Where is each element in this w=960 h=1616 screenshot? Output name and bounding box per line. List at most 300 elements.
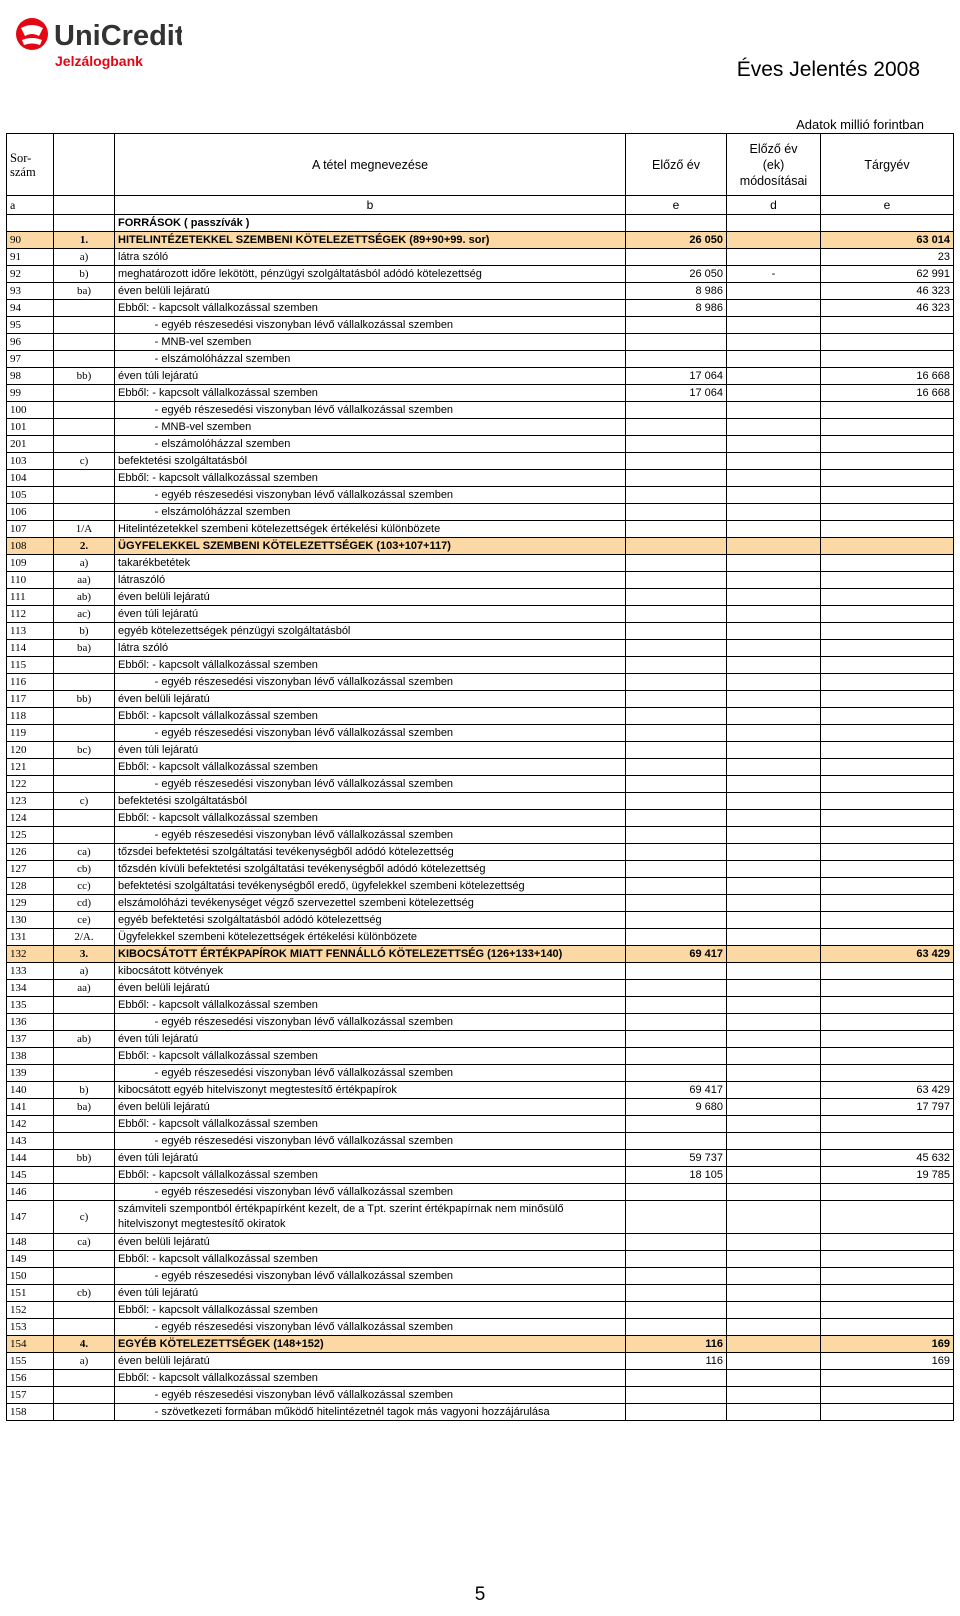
row-previous-year: 26 050 <box>626 266 727 283</box>
table-row <box>7 317 954 334</box>
row-current-year: 16 668 <box>821 385 954 402</box>
row-current-year <box>821 606 954 623</box>
row-current-year <box>821 827 954 844</box>
table-row <box>7 1116 954 1133</box>
row-modification <box>727 504 821 521</box>
row-current-year: 169 <box>821 1336 954 1353</box>
row-label: Ebből: - kapcsolt vállalkozással szemben <box>115 1167 626 1184</box>
row-modification <box>727 1167 821 1184</box>
row-previous-year: 116 <box>626 1353 727 1370</box>
row-current-year <box>821 572 954 589</box>
row-current-year: 23 <box>821 249 954 266</box>
row-current-year <box>821 725 954 742</box>
row-number: 143 <box>7 1133 54 1150</box>
row-modification <box>727 453 821 470</box>
row-previous-year <box>626 1319 727 1336</box>
header-modifications: Előző év (ek) módosításai <box>727 134 821 196</box>
table-row <box>7 895 954 912</box>
row-subindex: ba) <box>54 283 115 300</box>
row-current-year <box>821 1133 954 1150</box>
row-current-year <box>821 793 954 810</box>
row-subindex <box>54 385 115 402</box>
table-row <box>7 742 954 759</box>
row-previous-year <box>626 504 727 521</box>
table-row <box>7 810 954 827</box>
row-label: - egyéb részesedési viszonyban lévő vállalkozással szemben <box>115 1014 626 1031</box>
row-previous-year <box>626 589 727 606</box>
table-row <box>7 249 954 266</box>
row-previous-year <box>626 1268 727 1285</box>
units-note: Adatok millió forintban <box>796 117 924 132</box>
row-subindex <box>54 419 115 436</box>
row-current-year <box>821 436 954 453</box>
row-number: 91 <box>7 249 54 266</box>
row-number: 156 <box>7 1370 54 1387</box>
table-row <box>7 1082 954 1099</box>
row-previous-year <box>626 606 727 623</box>
row-modification <box>727 300 821 317</box>
row-subindex: ca) <box>54 1234 115 1251</box>
row-modification <box>727 623 821 640</box>
table-row <box>7 623 954 640</box>
liabilities-table <box>6 133 954 1421</box>
row-label: kibocsátott kötvények <box>115 963 626 980</box>
table-row <box>7 1319 954 1336</box>
row-number: 90 <box>7 232 54 249</box>
table-row <box>7 232 954 249</box>
row-number: 121 <box>7 759 54 776</box>
row-previous-year <box>626 776 727 793</box>
row-modification <box>727 1014 821 1031</box>
table-row <box>7 827 954 844</box>
row-previous-year: 8 986 <box>626 300 727 317</box>
row-label: Ebből: - kapcsolt vállalkozással szemben <box>115 1251 626 1268</box>
row-number: 131 <box>7 929 54 946</box>
row-current-year <box>821 1302 954 1319</box>
row-previous-year <box>626 1133 727 1150</box>
row-previous-year <box>626 674 727 691</box>
row-modification <box>727 1251 821 1268</box>
row-modification <box>727 232 821 249</box>
table-row <box>7 487 954 504</box>
row-previous-year <box>626 912 727 929</box>
table-row <box>7 351 954 368</box>
row-current-year <box>821 1184 954 1201</box>
row-label: egyéb befektetési szolgáltatásból adódó kötelezettség <box>115 912 626 929</box>
row-current-year: 62 991 <box>821 266 954 283</box>
row-modification <box>727 1201 821 1234</box>
row-label: - elszámolóházzal szemben <box>115 351 626 368</box>
row-subindex <box>54 827 115 844</box>
row-modification <box>727 1116 821 1133</box>
row-subindex <box>54 1167 115 1184</box>
row-subindex: bb) <box>54 1150 115 1167</box>
row-previous-year <box>626 861 727 878</box>
table-row <box>7 606 954 623</box>
row-current-year <box>821 742 954 759</box>
row-subindex <box>54 1184 115 1201</box>
row-label: látraszóló <box>115 572 626 589</box>
row-subindex: c) <box>54 453 115 470</box>
table-row <box>7 1031 954 1048</box>
page-number: 5 <box>474 1584 486 1605</box>
row-number: 104 <box>7 470 54 487</box>
row-previous-year <box>626 521 727 538</box>
table-row <box>7 555 954 572</box>
row-current-year <box>821 589 954 606</box>
row-modification <box>727 1404 821 1421</box>
row-current-year <box>821 215 954 232</box>
row-subindex: a) <box>54 963 115 980</box>
row-number: 127 <box>7 861 54 878</box>
row-number: 116 <box>7 674 54 691</box>
row-modification <box>727 1065 821 1082</box>
table-row <box>7 1099 954 1116</box>
header-previous-year: Előző év <box>626 134 727 196</box>
row-subindex <box>54 1116 115 1133</box>
row-label: éven belüli lejáratú <box>115 691 626 708</box>
row-label: KIBOCSÁTOTT ÉRTÉKPAPÍROK MIATT FENNÁLLÓ KÖTELEZETTSÉG (126+133+140) <box>115 946 626 963</box>
row-previous-year: 18 105 <box>626 1167 727 1184</box>
row-previous-year <box>626 351 727 368</box>
row-previous-year <box>626 1065 727 1082</box>
row-modification <box>727 1048 821 1065</box>
table-row <box>7 521 954 538</box>
row-number: 135 <box>7 997 54 1014</box>
row-label: - egyéb részesedési viszonyban lévő vállalkozással szemben <box>115 402 626 419</box>
row-previous-year <box>626 1302 727 1319</box>
row-label: éven belüli lejáratú <box>115 1353 626 1370</box>
row-number: 150 <box>7 1268 54 1285</box>
row-number <box>7 215 54 232</box>
row-number: 123 <box>7 793 54 810</box>
row-modification: - <box>727 266 821 283</box>
row-previous-year <box>626 1370 727 1387</box>
row-label: - egyéb részesedési viszonyban lévő vállalkozással szemben <box>115 317 626 334</box>
row-label: befektetési szolgáltatási tevékenységből eredő, ügyfelekkel szembeni kötelezettség <box>115 878 626 895</box>
row-current-year <box>821 487 954 504</box>
row-subindex <box>54 1065 115 1082</box>
table-row <box>7 691 954 708</box>
row-label: - egyéb részesedési viszonyban lévő vállalkozással szemben <box>115 1268 626 1285</box>
row-number: 153 <box>7 1319 54 1336</box>
row-number: 118 <box>7 708 54 725</box>
row-current-year: 46 323 <box>821 283 954 300</box>
row-subindex: c) <box>54 1201 115 1234</box>
row-label: Hitelintézetekkel szembeni kötelezettségek értékelési különbözete <box>115 521 626 538</box>
table-row <box>7 504 954 521</box>
row-current-year <box>821 334 954 351</box>
row-current-year <box>821 657 954 674</box>
row-previous-year: 17 064 <box>626 385 727 402</box>
row-current-year: 169 <box>821 1353 954 1370</box>
row-current-year <box>821 1251 954 1268</box>
row-subindex <box>54 1387 115 1404</box>
row-previous-year <box>626 1201 727 1234</box>
row-label: elszámolóházi tevékenységet végző szervezettel szembeni kötelezettség <box>115 895 626 912</box>
row-previous-year: 69 417 <box>626 1082 727 1099</box>
row-label: éven belüli lejáratú <box>115 589 626 606</box>
letter-empty <box>54 196 115 215</box>
row-label: Ebből: - kapcsolt vállalkozással szemben <box>115 1302 626 1319</box>
row-subindex <box>54 1268 115 1285</box>
row-label: éven belüli lejáratú <box>115 283 626 300</box>
row-number: 122 <box>7 776 54 793</box>
table-row <box>7 861 954 878</box>
table-row <box>7 1048 954 1065</box>
table-row <box>7 929 954 946</box>
row-number: 107 <box>7 521 54 538</box>
row-current-year <box>821 555 954 572</box>
row-subindex: a) <box>54 249 115 266</box>
row-subindex: 4. <box>54 1336 115 1353</box>
row-current-year <box>821 844 954 861</box>
row-previous-year <box>626 402 727 419</box>
row-previous-year: 17 064 <box>626 368 727 385</box>
row-previous-year <box>626 1234 727 1251</box>
row-current-year <box>821 1014 954 1031</box>
table-row <box>7 776 954 793</box>
row-label: Ebből: - kapcsolt vállalkozással szemben <box>115 1048 626 1065</box>
row-subindex: a) <box>54 555 115 572</box>
row-number: 117 <box>7 691 54 708</box>
row-modification <box>727 555 821 572</box>
row-number: 99 <box>7 385 54 402</box>
row-modification <box>727 249 821 266</box>
row-number: 100 <box>7 402 54 419</box>
row-label: Ebből: - kapcsolt vállalkozással szemben <box>115 470 626 487</box>
row-subindex <box>54 1014 115 1031</box>
row-number: 110 <box>7 572 54 589</box>
row-label: - elszámolóházzal szemben <box>115 436 626 453</box>
row-previous-year <box>626 878 727 895</box>
row-previous-year <box>626 1387 727 1404</box>
row-label: éven túli lejáratú <box>115 1031 626 1048</box>
row-number: 158 <box>7 1404 54 1421</box>
row-current-year <box>821 929 954 946</box>
row-previous-year <box>626 691 727 708</box>
row-label: éven belüli lejáratú <box>115 980 626 997</box>
row-subindex <box>54 725 115 742</box>
row-modification <box>727 742 821 759</box>
row-current-year <box>821 997 954 1014</box>
row-number: 141 <box>7 1099 54 1116</box>
row-modification <box>727 1319 821 1336</box>
row-previous-year <box>626 1014 727 1031</box>
row-previous-year: 116 <box>626 1336 727 1353</box>
row-label: - egyéb részesedési viszonyban lévő vállalkozással szemben <box>115 1065 626 1082</box>
row-current-year <box>821 623 954 640</box>
table-row <box>7 283 954 300</box>
row-number: 155 <box>7 1353 54 1370</box>
row-subindex <box>54 997 115 1014</box>
row-previous-year <box>626 1184 727 1201</box>
row-modification <box>727 215 821 232</box>
row-number: 151 <box>7 1285 54 1302</box>
row-number: 97 <box>7 351 54 368</box>
row-subindex <box>54 1133 115 1150</box>
row-current-year: 63 429 <box>821 1082 954 1099</box>
row-previous-year <box>626 657 727 674</box>
row-modification <box>727 980 821 997</box>
table-row <box>7 1065 954 1082</box>
row-label: FORRÁSOK ( passzívák ) <box>115 215 626 232</box>
row-modification <box>727 538 821 555</box>
row-subindex: bb) <box>54 368 115 385</box>
row-modification <box>727 1336 821 1353</box>
row-current-year: 63 014 <box>821 232 954 249</box>
row-subindex <box>54 1251 115 1268</box>
row-current-year <box>821 878 954 895</box>
header-row-number: Sor- szám <box>7 134 54 196</box>
row-label: Ügyfelekkel szembeni kötelezettségek értékelési különbözete <box>115 929 626 946</box>
row-number: 98 <box>7 368 54 385</box>
row-label: éven túli lejáratú <box>115 1150 626 1167</box>
table-row <box>7 946 954 963</box>
row-current-year <box>821 1387 954 1404</box>
row-label: Ebből: - kapcsolt vállalkozással szemben <box>115 1370 626 1387</box>
row-subindex <box>54 402 115 419</box>
row-label: - egyéb részesedési viszonyban lévő vállalkozással szemben <box>115 1133 626 1150</box>
row-number: 128 <box>7 878 54 895</box>
table-row <box>7 1234 954 1251</box>
row-number: 152 <box>7 1302 54 1319</box>
row-label: befektetési szolgáltatásból <box>115 793 626 810</box>
table-row <box>7 1302 954 1319</box>
row-modification <box>727 589 821 606</box>
row-label: látra szóló <box>115 249 626 266</box>
row-subindex: 1. <box>54 232 115 249</box>
row-number: 96 <box>7 334 54 351</box>
row-number: 132 <box>7 946 54 963</box>
row-previous-year <box>626 742 727 759</box>
row-number: 146 <box>7 1184 54 1201</box>
table-row <box>7 538 954 555</box>
row-subindex: b) <box>54 623 115 640</box>
row-number: 154 <box>7 1336 54 1353</box>
row-label: - egyéb részesedési viszonyban lévő vállalkozással szemben <box>115 725 626 742</box>
row-modification <box>727 572 821 589</box>
row-current-year <box>821 1285 954 1302</box>
row-number: 157 <box>7 1387 54 1404</box>
row-previous-year <box>626 1048 727 1065</box>
row-number: 139 <box>7 1065 54 1082</box>
table-row <box>7 1184 954 1201</box>
row-modification <box>727 878 821 895</box>
row-current-year: 46 323 <box>821 300 954 317</box>
row-label: - egyéb részesedési viszonyban lévő vállalkozással szemben <box>115 827 626 844</box>
row-modification <box>727 691 821 708</box>
row-modification <box>727 1133 821 1150</box>
row-modification <box>727 368 821 385</box>
row-previous-year <box>626 249 727 266</box>
row-subindex <box>54 470 115 487</box>
row-subindex <box>54 776 115 793</box>
row-current-year: 19 785 <box>821 1167 954 1184</box>
row-current-year: 63 429 <box>821 946 954 963</box>
row-modification <box>727 1234 821 1251</box>
row-label: egyéb kötelezettségek pénzügyi szolgáltatásból <box>115 623 626 640</box>
table-row <box>7 759 954 776</box>
row-number: 120 <box>7 742 54 759</box>
row-label: számviteli szempontból értékpapírként kezelt, de a Tpt. szerint értékpapírnak nem minősülő hitelviszonyt megtestesítő okiratok <box>115 1201 626 1234</box>
row-subindex: 1/A <box>54 521 115 538</box>
table-row <box>7 1370 954 1387</box>
row-label: HITELINTÉZETEKKEL SZEMBENI KÖTELEZETTSÉGEK (89+90+99. sor) <box>115 232 626 249</box>
row-modification <box>727 708 821 725</box>
table-row <box>7 589 954 606</box>
table-row <box>7 1150 954 1167</box>
row-number: 134 <box>7 980 54 997</box>
row-current-year <box>821 521 954 538</box>
row-number: 115 <box>7 657 54 674</box>
table-row <box>7 1404 954 1421</box>
row-label: éven túli lejáratú <box>115 606 626 623</box>
row-number: 119 <box>7 725 54 742</box>
row-previous-year: 9 680 <box>626 1099 727 1116</box>
table-row <box>7 657 954 674</box>
row-current-year <box>821 1201 954 1234</box>
row-label: Ebből: - kapcsolt vállalkozással szemben <box>115 300 626 317</box>
row-previous-year <box>626 640 727 657</box>
row-previous-year <box>626 725 727 742</box>
row-label: - elszámolóházzal szemben <box>115 504 626 521</box>
row-subindex: ab) <box>54 589 115 606</box>
row-modification <box>727 436 821 453</box>
header-current-year: Tárgyév <box>821 134 954 196</box>
row-label: takarékbetétek <box>115 555 626 572</box>
row-modification <box>727 640 821 657</box>
row-modification <box>727 861 821 878</box>
row-current-year <box>821 1116 954 1133</box>
row-modification <box>727 317 821 334</box>
row-number: 125 <box>7 827 54 844</box>
row-subindex <box>54 436 115 453</box>
row-label: éven belüli lejáratú <box>115 1099 626 1116</box>
letter-e-prev: e <box>626 196 727 215</box>
row-number: 92 <box>7 266 54 283</box>
row-number: 124 <box>7 810 54 827</box>
row-current-year <box>821 912 954 929</box>
row-label: látra szóló <box>115 640 626 657</box>
table-row <box>7 980 954 997</box>
row-number: 145 <box>7 1167 54 1184</box>
row-label: - egyéb részesedési viszonyban lévő vállalkozással szemben <box>115 1184 626 1201</box>
row-label: Ebből: - kapcsolt vállalkozással szemben <box>115 997 626 1014</box>
table-row <box>7 1336 954 1353</box>
row-number: 140 <box>7 1082 54 1099</box>
row-current-year <box>821 691 954 708</box>
row-previous-year <box>626 844 727 861</box>
brand-name: UniCredit <box>54 20 182 52</box>
row-modification <box>727 334 821 351</box>
header-sub <box>54 134 115 196</box>
row-previous-year <box>626 334 727 351</box>
row-label: - egyéb részesedési viszonyban lévő vállalkozással szemben <box>115 674 626 691</box>
row-modification <box>727 895 821 912</box>
row-previous-year <box>626 1251 727 1268</box>
table-row <box>7 215 954 232</box>
row-current-year <box>821 674 954 691</box>
row-previous-year <box>626 1285 727 1302</box>
row-modification <box>727 419 821 436</box>
table-row <box>7 470 954 487</box>
row-number: 129 <box>7 895 54 912</box>
row-modification <box>727 283 821 300</box>
table-row <box>7 640 954 657</box>
brand-sub: Jelzálogbank <box>55 53 143 69</box>
row-current-year <box>821 1065 954 1082</box>
